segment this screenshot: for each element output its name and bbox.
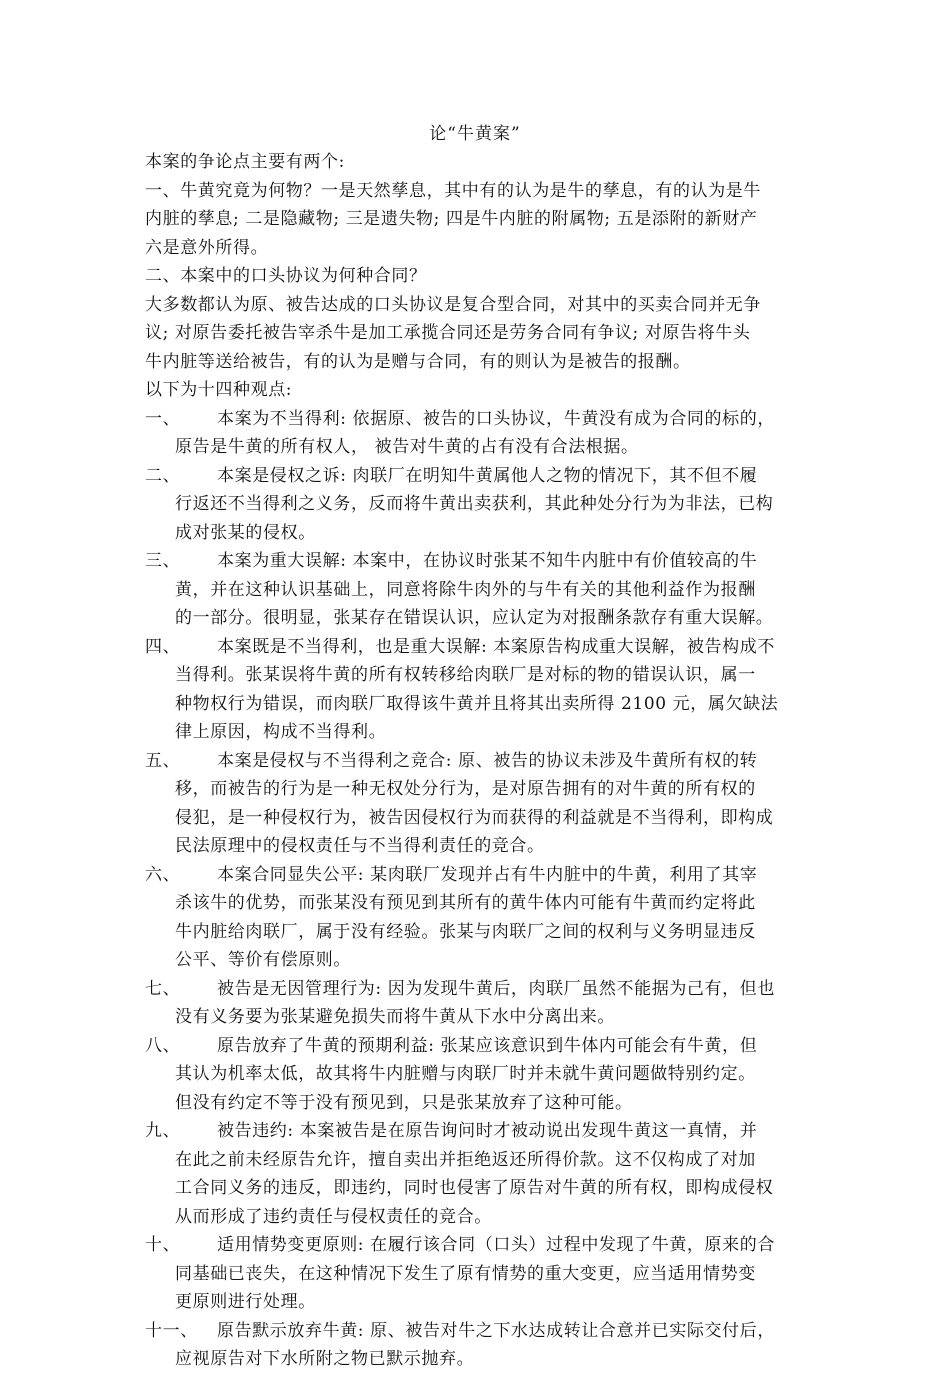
viewpoint-continuation-line: 成对张某的侵权。 <box>175 522 316 543</box>
viewpoint-first-line <box>145 747 815 776</box>
viewpoint-text: 适用情势变更原则: 在履行该合同（口头）过程中发现了牛黄，原来的合 <box>217 1235 775 1255</box>
viewpoint-item <box>145 1117 815 1231</box>
viewpoint-number: 四、 <box>145 636 181 657</box>
viewpoint-number: 七、 <box>145 978 181 999</box>
viewpoint-continuation-line: 公平、等价有偿原则。 <box>175 950 351 970</box>
viewpoint-number: 三、 <box>145 551 181 571</box>
viewpoint-first-line <box>145 975 815 1004</box>
viewpoint-item <box>145 547 815 633</box>
viewpoint-first-line <box>145 633 815 662</box>
question-1 <box>145 177 815 263</box>
viewpoint-text: 本案为不当得利: 依据原、被告的口头协议，牛黄没有成为合同的标的， <box>217 408 775 429</box>
viewpoint-first-line <box>145 1032 815 1061</box>
viewpoint-text: 本案合同显失公平: 某肉联厂发现并占有牛内脏中的牛黄，利用了其宰 <box>217 864 758 885</box>
question-1-line: 六是意外所得。 <box>145 237 269 258</box>
viewpoint-first-line <box>145 1317 815 1346</box>
question-2-line: 大多数都认为原、被告达成的口头协议是复合型合同，对其中的买卖合同并无争 <box>145 294 761 315</box>
viewpoint-continuation-line: 其认为机率太低，故其将牛内脏赠与肉联厂时并未就牛黄问题做特别约定。 <box>175 1064 756 1084</box>
views-list <box>145 405 815 1374</box>
viewpoint-number: 十一、 <box>145 1320 198 1341</box>
viewpoint-continuation-line: 行返还不当得利之义务，反而将牛黄出卖获利，其此种处分行为为非法，已构 <box>175 494 774 514</box>
viewpoint-text: 被告违约: 本案被告是在原告询问时才被动说出发现牛黄这一真情，并 <box>217 1121 758 1141</box>
viewpoint-number: 十、 <box>145 1235 181 1255</box>
viewpoint-first-line <box>145 1117 815 1146</box>
viewpoint-continuation-line: 没有义务要为张某避免损失而将牛黄从下水中分离出来。 <box>175 1007 615 1027</box>
viewpoint-number: 五、 <box>145 750 181 771</box>
viewpoint-text: 本案既是不当得利，也是重大误解: 本案原告构成重大误解，被告构成不 <box>217 636 775 657</box>
viewpoint-continuation-line: 原告是牛黄的所有权人， 被告对牛黄的占有没有合法根据。 <box>175 437 639 457</box>
viewpoint-item <box>145 1032 815 1118</box>
viewpoint-first-line <box>145 1231 815 1260</box>
viewpoint-item <box>145 633 815 747</box>
viewpoint-item <box>145 1317 815 1374</box>
viewpoint-text: 本案是侵权之诉: 肉联厂在明知牛黄属他人之物的情况下，其不但不履 <box>217 465 758 486</box>
viewpoint-text: 本案为重大误解: 本案中，在协议时张某不知牛内脏中有价值较高的牛 <box>217 551 758 571</box>
viewpoint-item <box>145 1231 815 1317</box>
question-2-line: 牛内脏等送给被告，有的认为是赠与合同，有的则认为是被告的报酬。 <box>145 351 691 372</box>
question-2-line: 议; 对原告委托被告宰杀牛是加工承揽合同还是劳务合同有争议; 对原告将牛头 <box>145 323 751 343</box>
viewpoint-continuation-line: 但没有约定不等于没有预见到，只是张某放弃了这种可能。 <box>175 1092 633 1113</box>
viewpoint-number: 九、 <box>145 1121 181 1141</box>
question-1-line: 内脏的孳息; 二是隐藏物; 三是遗失物; 四是牛内脏的附属物; 五是添附的新财产 <box>145 209 758 229</box>
viewpoint-text: 原告放弃了牛黄的预期利益: 张某应该意识到牛体内可能会有牛黄，但 <box>217 1035 758 1056</box>
viewpoint-continuation-line: 民法原理中的侵权责任与不当得利责任的竞合。 <box>175 836 545 856</box>
viewpoint-continuation-line: 黄，并在这种认识基础上，同意将除牛肉外的与牛有关的其他利益作为报酬 <box>175 579 756 600</box>
viewpoint-continuation-line: 同基础已丧失，在这种情况下发生了原有情势的重大变更，应当适用情势变 <box>175 1263 756 1284</box>
viewpoint-continuation-line: 更原则进行处理。 <box>175 1292 316 1312</box>
document-title: 论“牛黄案” <box>429 124 521 144</box>
viewpoint-continuation-line: 律上原因，构成不当得利。 <box>175 722 387 742</box>
question-1-line: 一、牛黄究竟为何物？一是天然孳息，其中有的认为是牛的孳息，有的认为是牛 <box>145 180 761 201</box>
question-2-heading: 二、本案中的口头协议为何种合同？ <box>145 266 427 286</box>
viewpoint-first-line <box>145 405 815 434</box>
viewpoint-continuation-line: 牛内脏给肉联厂，属于没有经验。张某与肉联厂之间的权利与义务明显违反 <box>175 921 756 942</box>
viewpoint-number: 一、 <box>145 408 181 429</box>
viewpoint-continuation-line: 种物权行为错误，而肉联厂取得该牛黄并且将其出卖所得 2100 元，属欠缺法 <box>175 693 779 714</box>
viewpoint-continuation-line: 侵犯，是一种侵权行为，被告因侵权行为而获得的利益就是不当得利，即构成 <box>175 807 774 828</box>
viewpoint-continuation-line: 从而形成了违约责任与侵权责任的竞合。 <box>175 1206 492 1227</box>
viewpoint-number: 二、 <box>145 465 181 486</box>
viewpoint-item <box>145 747 815 861</box>
viewpoint-continuation-line: 工合同义务的违反，即违约，同时也侵害了原告对牛黄的所有权，即构成侵权 <box>175 1178 774 1198</box>
viewpoint-first-line <box>145 462 815 491</box>
document-body <box>145 148 815 1374</box>
views-intro: 以下为十四种观点: <box>145 380 293 400</box>
viewpoint-item <box>145 861 815 975</box>
viewpoint-continuation-line: 的一部分。很明显，张某存在错误认识，应认定为对报酬条款存有重大误解。 <box>175 608 774 628</box>
question-2-body <box>145 291 815 377</box>
viewpoint-text: 被告是无因管理行为: 因为发现牛黄后，肉联厂虽然不能据为己有，但也 <box>217 978 775 999</box>
viewpoint-item <box>145 405 815 462</box>
viewpoint-text: 原告默示放弃牛黄: 原、被告对牛之下水达成转让合意并已实际交付后， <box>217 1320 775 1341</box>
viewpoint-first-line <box>145 861 815 890</box>
viewpoint-item <box>145 462 815 548</box>
viewpoint-continuation-line: 在此之前未经原告允许，擅自卖出并拒绝返还所得价款。这不仅构成了对加 <box>175 1149 756 1170</box>
viewpoint-continuation-line: 杀该牛的优势，而张某没有预见到其所有的黄牛体内可能有牛黄而约定将此 <box>175 893 756 913</box>
viewpoint-item <box>145 975 815 1032</box>
viewpoint-number: 八、 <box>145 1035 181 1056</box>
viewpoint-number: 六、 <box>145 864 181 885</box>
viewpoint-continuation-line: 移，而被告的行为是一种无权处分行为，是对原告拥有的对牛黄的所有权的 <box>175 779 756 799</box>
intro-line: 本案的争论点主要有两个: <box>145 152 345 172</box>
viewpoint-text: 本案是侵权与不当得利之竞合: 原、被告的协议未涉及牛黄所有权的转 <box>217 750 758 771</box>
viewpoint-first-line <box>145 547 815 576</box>
viewpoint-continuation-line: 当得利。张某误将牛黄的所有权转移给肉联厂是对标的物的错误认识，属一 <box>175 665 756 685</box>
viewpoint-continuation-line: 应视原告对下水所附之物已默示抛弃。 <box>175 1349 475 1369</box>
